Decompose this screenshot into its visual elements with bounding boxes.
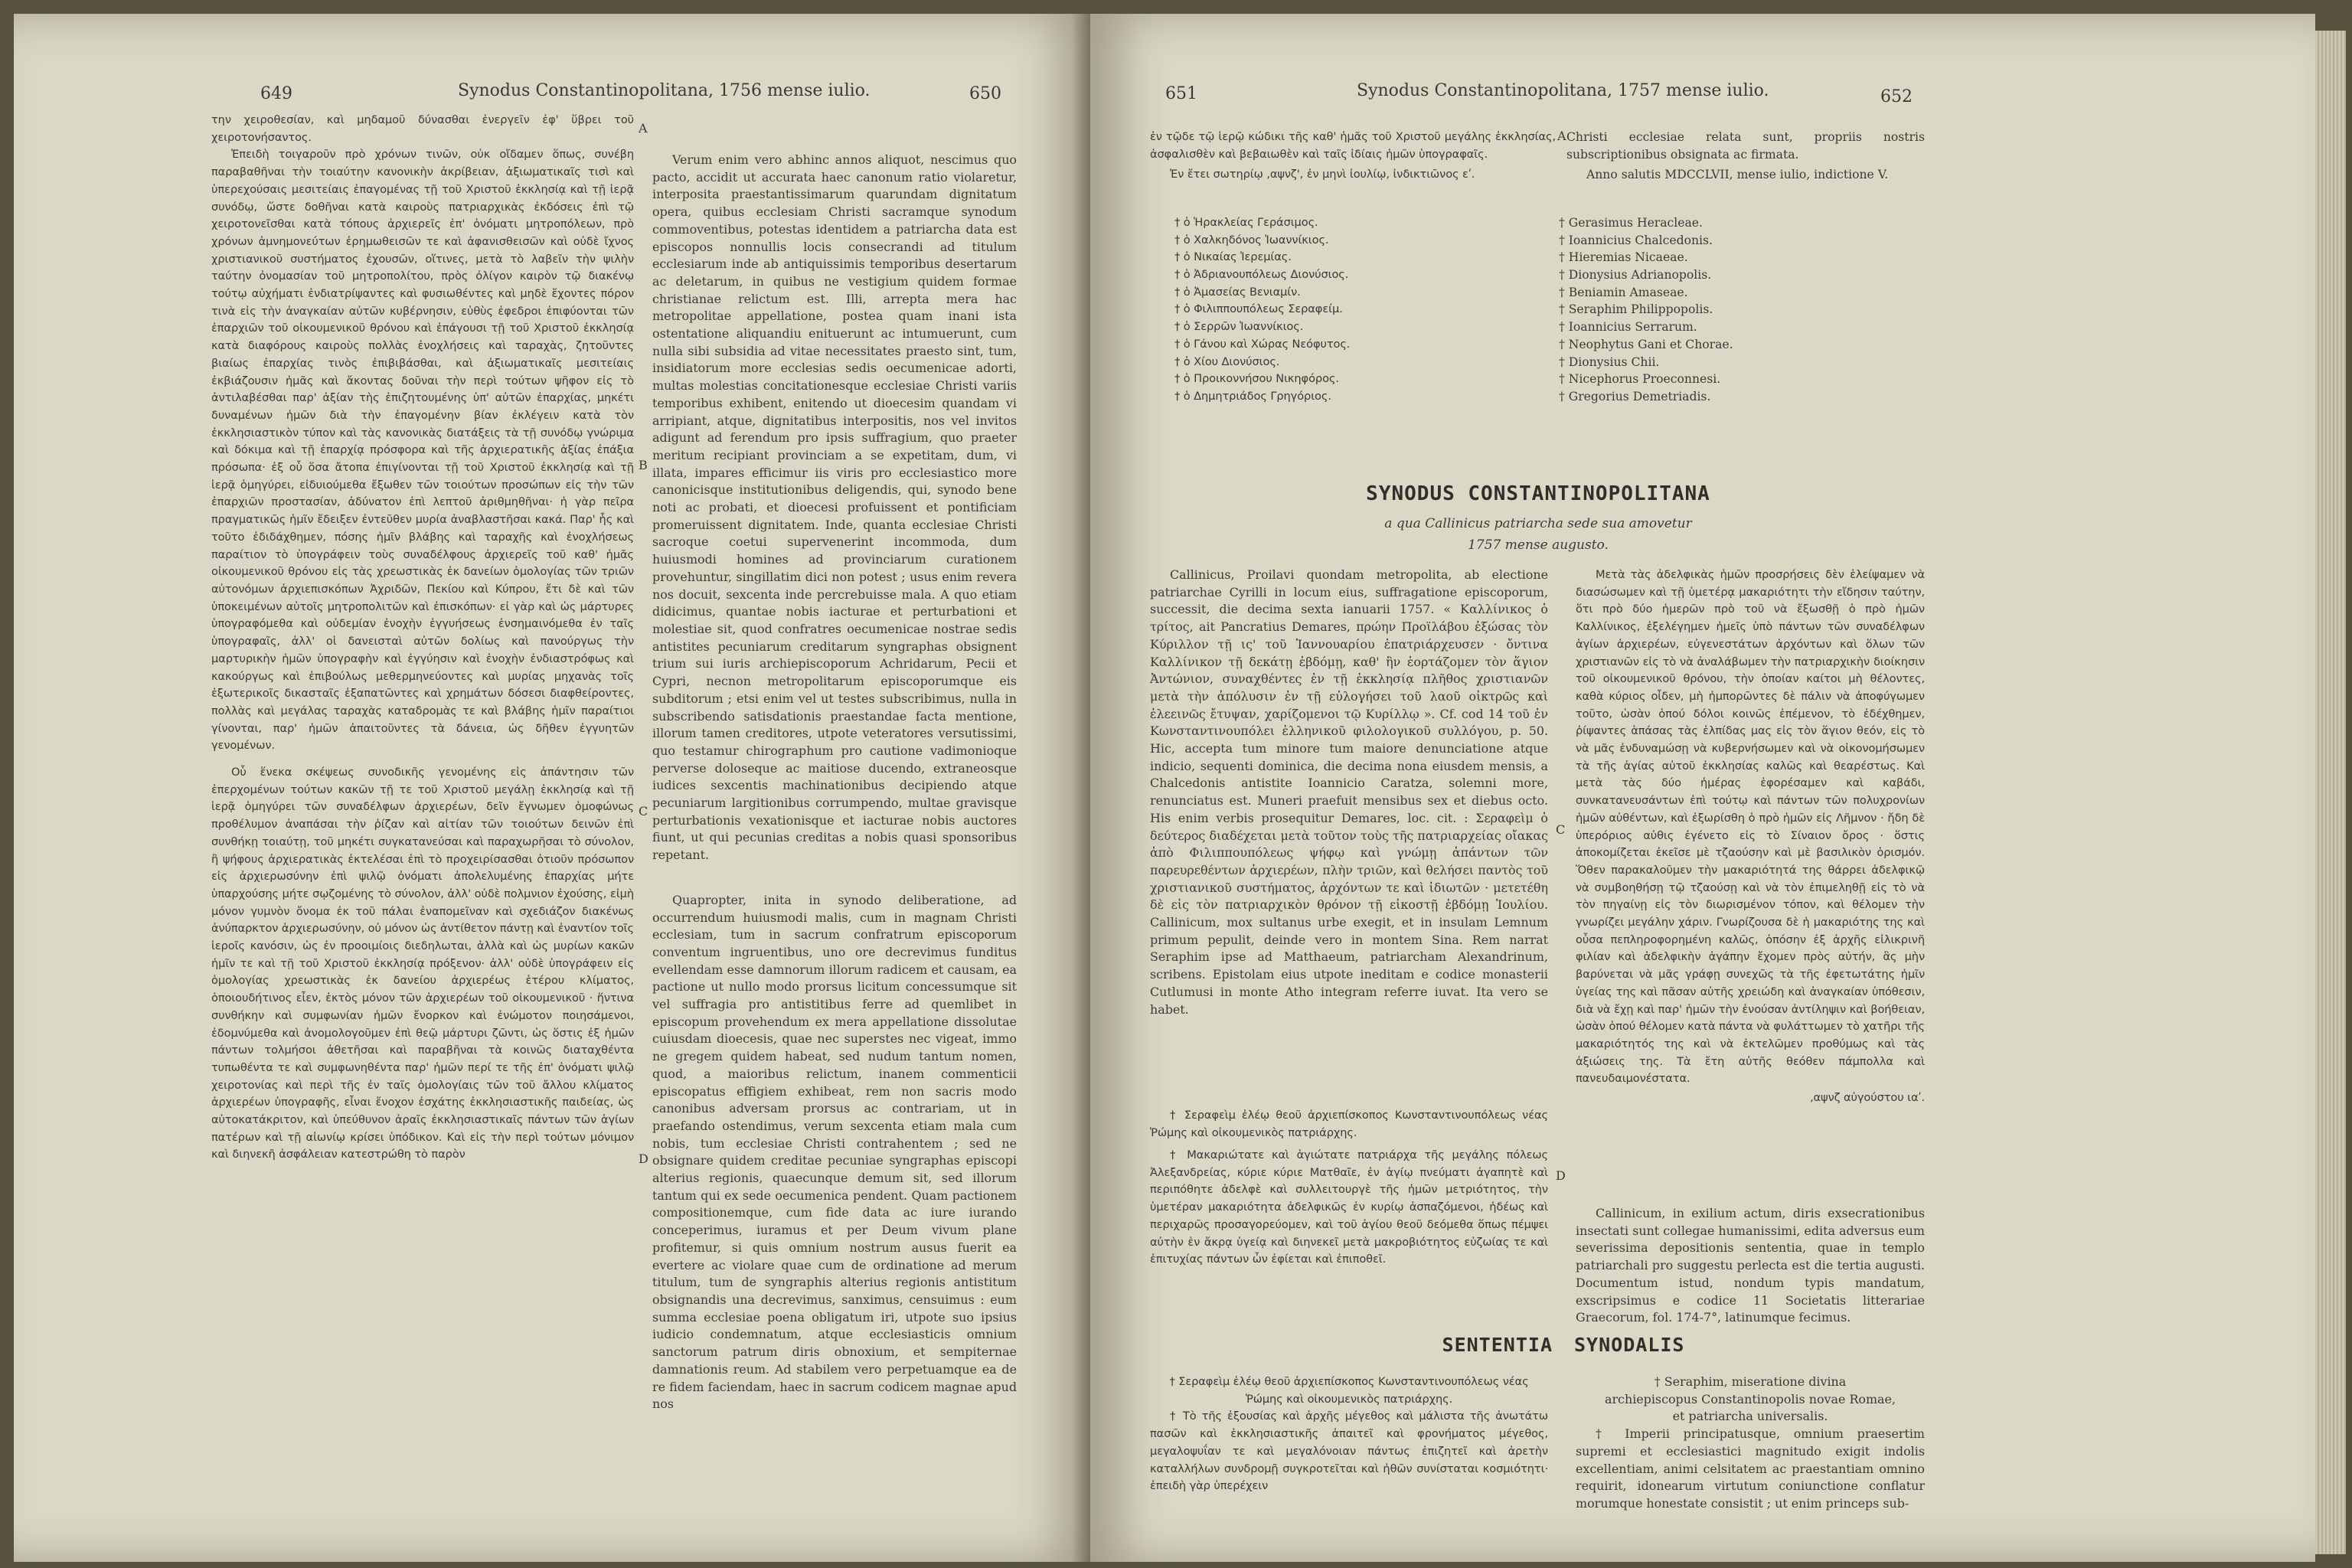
- sententia-latin-heading-1: † Seraphim, miseratione divina: [1654, 1374, 1847, 1389]
- greek-paragraph: την χειροθεσίαν, καὶ μηδαμοῦ δύνασθαι ἐνεργεῖν ἐφ' ὕβρει τοῦ χειροτονήσαντος.: [211, 113, 634, 144]
- margin-letter-d: D: [1556, 1168, 1566, 1183]
- section-title: SYNODUS CONSTANTINOPOLITANA: [1366, 482, 1710, 505]
- signature-line: † Ioannicius Chalcedonis.: [1559, 233, 1713, 247]
- greek-letter-column-right: [1576, 567, 1925, 1194]
- section-subtitle: a qua Callinicus patriarcha sede sua amovetur: [1384, 516, 1692, 531]
- greek-text: ἐν τῷδε τῷ ἱερῷ κώδικι τῆς καθ' ἡμᾶς τοῦ Χριστοῦ μεγάλης ἐκκλησίας, ἀσφαλισθὲν καὶ βεβαιωθὲν καὶ ταῖς ἰδίαις ἡμῶν ὑπογραφαῖς.: [1150, 130, 1556, 161]
- margin-letter-b: B: [639, 458, 648, 472]
- signature-line: † ὁ Σερρῶν Ἰωαννίκιος.: [1174, 320, 1304, 334]
- sententia-latin-column: [1576, 1374, 1925, 1557]
- greek-date-line: Ἐν ἔτει σωτηρίῳ ‚αψνζ', ἐν μηνὶ ἰουλίῳ, ἰνδικτιῶνος εʹ.: [1170, 168, 1475, 181]
- signature-line: † Dionysius Adrianopolis.: [1559, 268, 1712, 283]
- signature-line: † ὁ Χαλκηδόνος Ἰωαννίκιος.: [1174, 233, 1329, 247]
- signature-line: † ὁ Φιλιππουπόλεως Σεραφείμ.: [1174, 302, 1343, 316]
- signature-line: † ὁ Ἀδριανουπόλεως Διονύσιος.: [1174, 268, 1349, 282]
- greek-paragraph: Μετὰ τὰς ἀδελφικὰς ἡμῶν προσρήσεις δὲν ἐλείψαμεν νὰ διασώσωμεν καὶ τῇ ὑμετέρᾳ μακαριότητι τὴν εἴδησιν ταύτην, ὅτι πρὸ δύο ἡμερῶν πρὸ τοῦ νὰ ἔξωσθῇ ὁ πρὸ ἡμῶν Καλλίνικος, ἐξελέγημεν ἡμεῖς ὑπὸ πάντων τῶν συναδέλφων ἁγίων ἀρχιερέων, εὐγενεστάτων ἀρχόντων καὶ ὅλων τῶν χριστιανῶν εἰς τὸ νὰ ἀναλάβωμεν τὴν πατριαρχικὴν διοίκησιν τοῦ οἰκουμενικοῦ θρόνου, τὴν ὁποίαν καίτοι μὴ θέλοντες, καθὰ κύριος οἶδεν, μὴ ἠμπορῶντες δὲ πάλιν νὰ ἀποφύγωμεν τοῦτο, ὡσὰν ὁπού δόλοι κοινῶς ἐπέμενον, τὸ ἐδέχθημεν, ῥίψαντες ἁπάσας τὰς ἐλπίδας μας εἰς τὸν ἅγιον θεόν, εἰς τὸ νὰ μᾶς ἐνδυναμώσῃ νὰ κυβερνήσωμεν καὶ νὰ οἰκονομήσωμεν τὰ τῆς ἁγίας αὐτοῦ ἐκκλησίας καλῶς καὶ θεαρέστως. Καὶ μετὰ τὰς δύο ἡμέρας ἐφορέσαμεν καὶ καβάδι, συνκατανευσάντων ἐπὶ τούτῳ καὶ πάντων τῶν πολυχρονίων ἡμῶν αὐθέντων, καὶ ἐξωρίσθη ὁ πρὸ ἡμῶν εἰς Λῆμνον · ἤδη δὲ ὑπερόριος αὐθις ἐγένετο εἰς τὸ Σίναιον ὄρος · ὅστις ἀποκομίζεται ἐκεῖσε μὲ τζαούσην καὶ μὲ βασιλικὸν ὁρισμόν. Ὅθεν παρακαλοῦμεν τὴν μακαριότητά της θάρρει ἀδελφικῷ νὰ συμβοηθήσῃ τῷ τζαούσῃ καὶ νὰ τὸν ἐπιμεληθῇ εἰς τὸ νὰ τὸν πηγαίνῃ εἰς τὸν διωρισμένον τόπον, καὶ θέλομεν τὴν γνωρίζει μεγάλην χάριν. Γνωρίζουσα δὲ ἡ μακαριότης της καὶ οὖσα πεπληροφορημένη καλῶς, ὁπόσην ἐξ ἀρχῆς εἰλικρινῆ φιλίαν καὶ ἀδελφικὴν ἀγάπην ἔχομεν πρὸς αὐτήν, ἂς μὴν βαρύνεται νὰ μᾶς γράφῃ συνεχῶς τὰ τῆς ἐφετωτάτης ἡμῖν ὑγείας της καὶ πᾶσαν αὐτῆς χρειώδη καὶ ἀναγκαίαν ὑπόθεσιν, διὰ νὰ ἔχῃ καὶ παρ' ἡμῶν τὴν ἐνούσαν ἀντίληψιν καὶ βοήθειαν, ὡσὰν ὁπού θέλομεν κατὰ πάντα νὰ φυλάττωμεν τὸ χατῆρι τῆς μακαριότητός της καὶ νὰ ἐκτελῶμεν προθύμως καὶ τὰς ἀξιώσεις της. Τὰ ἔτη αὐτῆς θεόθεν πάμπολλα καὶ πανευδαιμονέστατα.: [1576, 568, 1925, 1086]
- latin-intro-column: [1150, 567, 1548, 1133]
- sententia-greek-heading: † Σεραφεὶμ ἐλέῳ θεοῦ ἀρχιεπίσκοπος Κωνσταντινουπόλεως νέας Ῥώμης καὶ οἰκουμενικὸς πατριάρχης.: [1169, 1375, 1529, 1406]
- latin-paragraph: Quapropter, inita in synodo deliberatione, ad occurrendum huiusmodi malis, cum in magnam Christi ecclesiam, tum in sacrum confratrum episcoporum conventum ingruentibus, uno ore decrevimus funditus evellendam esse damnorum illorum radicem et causam, ea pactione ut nullo modo prorsus licitum concessumque sit vel suffragia pro antistitibus ferre ad quemlibet in episcopum provehendum ex mera appellatione dissolutae cuiusdam dioecesis, quae nec superstes nec vigeat, immo ne gregem quidem habeat, sed nudum tantum nomen, quod, a maioribus relictum, inanem commenticii episcopatus effigiem exhibeat, rem non sacris modo canonibus adversam prorsus ac contrariam, ut in praefando ostendimus, verum sexcenta etiam mala cum nobis, tum ecclesiae Christi contrahentem ; sed ne obsignare quidem creditae pecuniae syngraphas episcopi alterius regionis, quaecunque demum sit, sed illorum tantum qui ex sede oecumenica pendent. Quam pactionem compositionemque, cum fide data ac iure iurando conceperimus, iuramus et per Deum vivum plane profitemur, si quis omnium nostrum ausus fuerit ea evertere ac violare quae cum de ordinatione ad merum titulum, tum de syngraphis alterius regionis antistitum obsignandis una decrevimus, sanximus, censuimus : eum summa ecclesiae poena obligatum iri, utpote suo ipsius iudicio condemnatum, atque ecclesiasticis omnium sanctorum patrum diris obnoxium, et sempiternae damnationis reum. Ad stabilem vero perpetuamque ea de re fidem faciendam, haec in sacrum codicem magnae apud nos: [652, 892, 1017, 1412]
- signature-line: † ὁ Γάνου καὶ Χώρας Νεόφυτος.: [1174, 337, 1351, 351]
- running-title-right: Synodus Constantinopolitana, 1757 mense iulio.: [1357, 81, 1769, 100]
- margin-letter-a: A: [1557, 129, 1566, 143]
- latin-date-line: Anno salutis MDCCLVII, mense iulio, indictione V.: [1586, 168, 1889, 182]
- latin-column-left: [652, 152, 1017, 1551]
- sententia-greek-column: [1150, 1374, 1548, 1557]
- greek-column-left: [211, 112, 634, 1551]
- greek-date-year: ‚αψνζ: [1809, 1091, 1841, 1105]
- top-greek-continuation: [1150, 129, 1556, 198]
- sententia-greek-body: † Τὸ τῆς ἐξουσίας καὶ ἀρχῆς μέγεθος καὶ μάλιστα τῆς ἀνωτάτω πασῶν καὶ ἐκκλησιαστικῆς ἀπαιτεῖ καὶ φρονήματος μέγεθος, μεγαλοψυΐαν τε καὶ μεγαλόνοιαν πάντως ἐπιζητεῖ καὶ ἀρετὴν καταλλήλων συνδρομῇ συγκροτεῖται καὶ ἠθῶν συνίσταται κοσμιότητι· ἐπειδὴ γὰρ ὑπερέχειν: [1150, 1410, 1548, 1493]
- sententia-latin-heading-2: archiepiscopus Constantinopolis novae Romae,: [1604, 1391, 1896, 1406]
- margin-letter-a: A: [639, 121, 648, 136]
- greek-paragraph: Ἐπειδὴ τοιγαροῦν πρὸ χρόνων τινῶν, οὐκ οἴδαμεν ὅπως, συνέβη παραβαθῆναι τὴν τοιαύτην κανονικὴν ἀκρίβειαν, ἀξιωματικαῖς τισὶ καὶ ὑπερεχούσαις μεσιτείαις ἐπαγομένας τῇ τοῦ Χριστοῦ ἐκκλησίᾳ καὶ τῇ ἱερᾷ συνόδῳ, ὥστε δοθῆναι κατὰ καιροὺς πατριαρχικὰς ἐκδόσεις ἐπὶ τῷ χειροτονεῖσθαι κατὰ τόπους ἀρχιερεῖς ἐπ' ὀνόματι μητροπόλεων, πρὸ χρόνων ἀμνημονεύτων ἐρημωθεισῶν τε καὶ ἀφανισθεισῶν καὶ οὐδὲ ἴχνος χριστιανικοῦ συστήματος ἐχουσῶν, οἵτινες, μετὰ τὸ λαβεῖν τὴν ψιλὴν ταύτην ὀνομασίαν τοῦ μητροπολίτου, πρὸς ὀλίγον καιρὸν τῷ διακένῳ τούτῳ αὐχήματι ἐνδιατρίψαντες καὶ φυσιωθέντες καὶ μηδὲ ἔχοντες πόρον τινὰ εἰς τὴν ἀναγκαίαν αὐτῶν κυβέρνησιν, εὐθὺς ἐφεδροι ἐπιφύονται τῶν ἐπαρχιῶν τοῦ οἰκουμενικοῦ θρόνου καὶ ἐπάγουσι τῇ τοῦ Χριστοῦ ἐκκλησίᾳ κατὰ διαφόρους καιροὺς πολλὰς ἐνοχλήσεις καὶ ταραχὰς, ζητοῦντες βιαίως ἐπαρχίας τινὸς ἐπιβιβάσθαι, καὶ ἀξιωματικαῖς μεσιτείαις ἐκβιάζουσιν ἡμᾶς καὶ ἄκοντας δοῦναι τὴν περὶ τούτων ψῆφον εἰς τὸ ἀντιλαβέσθαι παρ' ἀξίαν τὴς ἐπιζητουμένης ὑπ' αὐτῶν ἐπαρχίας, μηκέτι δυναμένων ἡμῶν διὰ τὴν ἐπαγομένην βίαν ἐκλέγειν κατὰ τὸν ἐκκλησιαστικὸν τύπον καὶ τὰς κανονικὰς διατάξεις τὰ τῇ συνόδῳ γνώριμα καὶ δόκιμα καὶ τῇ ἐπαρχίᾳ πρόσφορα καὶ τῆς ἀρχιερατικῆς ἀξίας ἐπάξια πρόσωπα· ἐξ οὗ ὅσα ἄτοπα ἐπιγίνονται τῇ τοῦ Χριστοῦ ἐκκλησίᾳ καὶ τῇ ἱερᾷ ὁμηγύρει, εἰδυιούμεθα ἔξωθεν τῶν τοιούτων προσώπων εἰς τὴν τῶν ἐπαρχιῶν προστασίαν, ἀδύνατον ἐπὶ λεπτοῦ ἀριθμηθῆναι· ἡ γὰρ πεῖρα πραγματικῶς ἡμῖν ἔδειξεν ἐντεῦθεν μυρία ἀναβλαστῆσαι κακά. Παρ' ἧς καὶ τοῦτο ἐδιδάχθημεν, πόσης ἡμῖν βλάβης καὶ ταραχῆς καὶ ἐνοχλήσεως παραίτιον τὸ ὑπογράφειν τοὺς συναδέλφους ἀρχιερεῖς τοῦ καθ' ἡμᾶς οἰκουμενικοῦ θρόνου εἰς τὰς χρεωστικὰς ἐκ δανείων ὁμολογίας τῶν τριῶν αὐτονόμων ἀρχιεπισκόπων Ἀχριδῶν, Πεκίου καὶ Κύπρου, ἔτι δὲ καὶ τῶν ὑποκειμένων αὐτοῖς μητροπολιτῶν καὶ ἐπισκόπων· εἰ γὰρ καὶ ὡς μάρτυρες ὑπογραφόμεθα καὶ οὐδεμίαν ἐνοχὴν ἐγγυήσεως ἐνσημαινόμεθα ἐν ταῖς ὑπογραφαῖς, ἀλλ' οἱ δανεισταὶ αὐτῶν δολίως καὶ πανούργως τὴν μαρτυρικὴν ἡμῶν ὑπογραφὴν καὶ ἐγγύησιν καὶ ἐνοχὴν ἐνδιαστρόφως καὶ κακούργως καὶ ἐπιβούλως μεθερμηνεύοντες καὶ μυρίας μηχανὰς τοῖς ἐξωτερικοῖς δικασταῖς ἐξαπατῶντες καὶ χρημάτων δόσεσι διαφθείροντες, πολλὰς καὶ μεγάλας ταραχὰς καταδρομὰς τε καὶ βλάβης ἡμῖν παραίτιοι γίνονται, παρ' ἡμῶν ἀπαιτοῦντες τὰ δάνεια, ὡς δῆθεν ἐγγυητῶν γενομένων.: [211, 148, 634, 753]
- margin-letter-c: C: [1556, 822, 1566, 837]
- signature-line: † Nicephorus Proeconnesi.: [1559, 372, 1721, 387]
- signature-line: † Gregorius Demetriadis.: [1559, 389, 1711, 403]
- page-number-649: 649: [260, 84, 292, 103]
- signature-line: † ὁ Νικαίας Ἱερεμίας.: [1174, 250, 1292, 264]
- page-number-650: 650: [969, 84, 1001, 103]
- sententia-latin-heading-3: et patriarcha universalis.: [1672, 1409, 1828, 1424]
- greek-date-line: [1576, 1089, 1925, 1107]
- greek-signatures: [1174, 214, 1481, 413]
- sententia-latin-body: † Imperii principatusque, omnium praesertim supremi et ecclesiastici magnitudo exigit indolis excellentiam, animi celsitatem ac praestantiam omnino requirit, idonearum virtutum coniunctione conflatur morumque honestate consistit ; ut enim princeps sub-: [1576, 1426, 1925, 1511]
- signature-line: † Dionysius Chii.: [1559, 354, 1660, 369]
- signature-line: † Beniamin Amaseae.: [1559, 285, 1688, 299]
- page-number-652: 652: [1880, 87, 1913, 106]
- page-number-651: 651: [1165, 84, 1197, 103]
- latin-paragraph: Callinicus, Proilavi quondam metropolita, ab electione patriarchae Cyrilli in locum eius, suffragatione episcoporum, successit, die decima sexta ianuarii 1757. « Καλλίνικος ὁ τρίτος, ait Pancratius Demares, πρώην Προϊλάβου ἐξώσας τὸν Κύριλλον τῇ ις' τοῦ Ἰαννουαρίου ἐπατριάρχευσεν · ὄντινα Καλλίνικον τῇ δεκάτῃ ἑβδόμῃ, καθ' ἣν ἑορτάζομεν τὸν ἅγιον Ἀντώνιον, συναχθέντες ἐν τῇ ἐκκλησίᾳ πλῆθος χριστιανῶν μετὰ τὴν ἀπόλυσιν ἐν τῇ εὐλογήσει τοῦ λαοῦ οἰκτρῶς καὶ ἐλεεινῶς ἔτυψαν, χαρίζομενοι τῷ Κυρίλλῳ ». Cf. cod 14 τοῦ ἐν Κωνσταντινουπόλει ἑλληνικοῦ φιλολογικοῦ συλλόγου, p. 50. Hic, accepta tum minore tum maiore denunciatione atque indicio, sequenti dominica, die decima nona eiusdem mensis, a Chalcedonis antistite Ioannicio Caratza, solemni more, renunciatus est. Muneri praefuit mensibus sex et diebus octo. His enim verbis prosequitur Demares, loc. cit. : Σεραφεὶμ ὁ δεύτερος διαδέχεται μετὰ τοῦτον τοὺς τῆς πατριαρχείας οἴακας ἀπὸ Φιλιππουπόλεως ψήφῳ καὶ γνώμῃ ἁπάντων τῶν παρευρεθέντων ἀρχιερέων, πλὴν τριῶν, καὶ θελήσει παντὸς τοῦ χριστιανικοῦ συστήματος, ἀρχόντων τε καὶ ἰδιωτῶν · μετετέθη δὲ εἰς τὸν πατριαρχικὸν θρόνον τῇ εἰκοστῇ ἑβδόμῃ Ἰουλίου. Callinicum, mox sultanus urbe exegit, et in insulam Lemnum primum pepulit, deinde vero in montem Sina. Rem narrat Seraphim ipse ad Matthaeum, patriarcham Alexandrinum, scribens. Epistolam eius utpote ineditam e codice monasterii Cutlumusi in monte Atho integram referre iuvat. Ita vero se habet.: [1150, 567, 1548, 1017]
- running-title-left: Synodus Constantinopolitana, 1756 mense iulio.: [458, 81, 871, 100]
- latin-paragraph: Callinicum, in exilium actum, diris exsecrationibus insectati sunt collegae humanissimi, edita adversus eum severissima depositionis sententia, quae in templo patriarchali pro suggestu perlecta est die tertia augusti. Documentum istud, nondum typis mandatum, exscripsimus e codice 11 Societatis litterariae Graecorum, fol. 174-7°, latinumque fecimus.: [1576, 1206, 1925, 1325]
- left-page: [14, 14, 1090, 1562]
- running-head-right: [1090, 81, 2315, 104]
- margin-letter-c: C: [639, 804, 648, 818]
- signature-line: † ὁ Ἀμασείας Βενιαμίν.: [1174, 285, 1301, 299]
- signature-line: † Seraphim Philippopolis.: [1559, 302, 1713, 317]
- section-date: 1757 mense augusto.: [1468, 537, 1609, 553]
- latin-text: Christi ecclesiae relata sunt, propriis nostris subscriptionibus obsignata ac firmata.: [1566, 130, 1925, 162]
- greek-paragraph: Οὗ ἕνεκα σκέψεως συνοδικῆς γενομένης εἰς ἀπάντησιν τῶν ἐπερχομένων τούτων κακῶν τῇ τε τοῦ Χριστοῦ μεγάλῃ ἐκκλησίᾳ καὶ τῇ ἱερᾷ ὁμηγύρει τῶν συναδέλφων ἀρχιερέων, δεῖν ἔγνωμεν ὁμοφώνως προθέλυμον ἀναπάσαι τὴν ῥίζαν καὶ αἰτίαν τῶν τοιούτων δεινῶν ἐπὶ συνθήκῃ τοιαύτῃ, τοῦ μηκέτι συγκατανεύσαι καὶ παραχωρῆσαι τὸ σύνολον, ἢ ψήφους ἀρχιερατικὰς ἐκτελέσαι ἐπὶ τὸ προχειρίσασθαι ὁτιοῦν πρόσωπον εἰς ἀρχιερωσύνην ἐπὶ ψιλῷ ὀνόματι ἀπολελυμένης ἐπαρχίας μήτε ὑπαρχούσης μήτε σῳζομένης τὸ σύνολον, ἀλλ' οὐδὲ πολμνιον ἐχούσης, εἰμὴ μόνον γυμνὸν ὄνομα ἐκ τοῦ πάλαι ἐναπομεῖναν καὶ σχεδιάζον διακένως ἀνύπαρκτον ἀρχιερωσύνην, οὐ μόνον ὡς ἀντίθετον πάντῃ καὶ ἐναντίον τοῖς ἱεροῖς κανόσιν, ὡς ἐν προοιμίοις διεδηλωται, ἀλλὰ καὶ ὡς μυρίων κακῶν ἡμῖν τε καὶ τῇ τοῦ Χριστοῦ ἐκκλησίᾳ πρόξενον· ἀλλ' οὐδὲ ὑπογράφειν εἰς ὁμολογίας χρεωστικὰς ἐκ δανείου ἀρχιερέως ἑτέρου κλίματος, ὁποιουδήτινος εἶεν, ἐκτὸς μόνον τῶν ἀρχιερέων τοῦ οἰκουμενικοῦ · ἥντινα συνθήκην καὶ συμφωνίαν ἡμῶν ἔνορκον καὶ ἐνώμοτον ποιησάμενοι, ἐδομνύμεθα καὶ ἀνομολογοῦμεν ἐπὶ θεῷ μάρτυρι ζῶντι, ὡς ὅστις ἐξ ἡμῶν πάντων τολμήσοι ἀθετῆσαι καὶ παραβῆναι τὰ κοινῶς διαταχθέντα τυπωθέντα τε καὶ συμφωνηθέντα παρ' ἡμῶν περί τε τῆς ἐπ' ὀνόματι ψιλῷ χειροτονίας καὶ περὶ τῆς ἐν ταῖς ὁμολογίαις τῶν τοῦ ἄλλου κλίματος ἀρχιερέων ὑπογραφῆς, εἶναι ἔνοχον ἐσχάτης ἐκκλησιαστικῆς παιδείας, ὡς αὐτοκατάκριτον, καὶ ὑπεύθυνον ἀραῖς ἐκκλησιαστικαῖς πάντων τῶν ἁγίων πατέρων καὶ τῇ αἰωνίῳ κρίσει ὑπόδικον. Καὶ εἰς τὴν περὶ τούτων μόνιμον καὶ διηνεκῆ ἀσφάλειαν κατεστρώθη τὸ παρὸν: [211, 766, 634, 1161]
- greek-letter-column: [1150, 1147, 1548, 1323]
- sententia-heading-right: SYNODALIS: [1574, 1334, 1685, 1356]
- signature-line: † Neophytus Gani et Chorae.: [1559, 337, 1733, 351]
- margin-letter-d: D: [639, 1152, 648, 1166]
- latin-paragraph: Verum enim vero abhinc annos aliquot, nescimus quo pacto, accidit ut accurata haec canonum ratio violaretur, interposita praestantissimarum quarundam dignitatum opera, quibus ecclesiam Christi sacramque synodum commoventibus, potestas identidem a patriarcha data est episcopos nonnullis locis consecrandi ad titulum ecclesiarum inde ab antiquissimis temporibus desertarum ac deletarum, in quibus ne vestigium quidem formae christianae relictum est. Illi, arrepta mera hac metropolitae appellatione, postea quam inani ista ostentatione aliquandiu enituerunt ac intumuerunt, cum nulla sibi subsidia ad vitae necessitates praesto sint, tum, insidiatorum more ecclesias sedis oecumenicae adorti, multas molestias concitationesque ecclesiae Christi variis temporibus exhibent, enitendo ut dioecesim quandam vi arripiant, atque, dignitatibus interpositis, nos vel invitos adigunt ad ferendum pro ipsis suffragium, quo praeter meritum recipiant provinciam a se expetitam, dum, vi illata, impares efficimur iis viris pro ecclesiastico more canonicisque institutionibus deligendis, qui, synodo bene noti ac probati, et dioecesi profuissent et pontificiam promeruissent dignitatem. Inde, quanta ecclesiae Christi sacroque coetui supervenerint incommoda, dum huiusmodi homines ad provinciarum curationem provehuntur, singillatim dici non potest ; usus enim revera nos docuit, sexcenta inde percrebuisse mala. A quo etiam didicimus, quantae nobis iacturae et perturbationi et molestiae sit, quod confratres oecumenicae nostrae sedis antistites pecuniarum creditarum syngraphas obsignent trium sui iuris archiepiscoporum Achridarum, Pecii et Cypri, necnon metropolitarum episcoporumque eis subditorum ; etsi enim vel ut testes subscribimus, nulla in subscribendo satisdationis praestandae facta mentione, illorum tamen creditores, utpote veteratores versutissimi, quo testamur chirographum pro cautione vadimonioque perverse doloseque ac maitiose ducendo, extraneosque iudices sexcentis machinationibus decipiendo atque pecuniarum largitionibus corrumpendo, multae gravisque perturbationis vexationisque et iacturae nobis auctores fiunt, ut qui pecunias creditas a nobis quasi sponsoribus repetant.: [652, 152, 1017, 863]
- signature-line: † ὁ Προικοννήσου Νικηφόρος.: [1174, 372, 1339, 386]
- latin-signatures: [1559, 214, 1865, 413]
- signature-line: † Ioannicius Serrarum.: [1559, 320, 1697, 335]
- latin-column-right: [1576, 1205, 1925, 1325]
- right-page: [1090, 14, 2315, 1562]
- greek-signature-block: [1150, 1107, 1548, 1153]
- greek-paragraph: † Μακαριώτατε καὶ ἁγιώτατε πατριάρχα τῆς μεγάλης πόλεως Ἀλεξανδρείας, κύριε κύριε Ματθαῖε, ἐν ἁγίῳ πνεύματι ἀγαπητὲ καὶ περιπόθητε ἀδελφὲ καὶ συλλειτουργὲ τῆς ἡμῶν μετριότητος, τὴν ὑμετέραν μακαριότητα ἀδελφικῶς ἐν κυρίῳ ἀσπαζόμενοι, ἡδέως καὶ περιχαρῶς προσαγορεύομεν, καὶ τοῦ ἁγίου θεοῦ δεόμεθα ὅπως πέμψει αὐτὴν ἐν ἄκρᾳ ὑγείᾳ καὶ διηνεκεῖ μετὰ μακροβιότητος εὐζωίας τε καὶ ἐπιτυχίας πάντων ὧν ἐφίεται καὶ ἐπιποθεῖ.: [1150, 1148, 1548, 1266]
- greek-heading: † Σεραφεὶμ ἐλέῳ θεοῦ ἀρχιεπίσκοπος Κωνσταντινουπόλεως νέας Ῥώμης καὶ οἰκουμενικὸς πατριάρχης.: [1150, 1109, 1548, 1139]
- running-head-left: [14, 81, 1090, 104]
- book-page-edge: [2315, 31, 2346, 1554]
- signature-line: † Gerasimus Heracleae.: [1559, 216, 1703, 230]
- signature-line: † ὁ Δημητριάδος Γρηγόριος.: [1174, 389, 1331, 403]
- sententia-heading-left: SENTENTIA: [1442, 1334, 1553, 1356]
- signature-line: † ὁ Ἡρακλείας Γεράσιμος.: [1174, 216, 1318, 229]
- signature-line: † Hieremias Nicaeae.: [1559, 250, 1688, 265]
- top-latin-continuation: [1566, 129, 1925, 198]
- signature-line: † ὁ Χίου Διονύσιος.: [1174, 354, 1280, 368]
- greek-date-rest: αὐγούστου ιαʹ.: [1840, 1091, 1925, 1105]
